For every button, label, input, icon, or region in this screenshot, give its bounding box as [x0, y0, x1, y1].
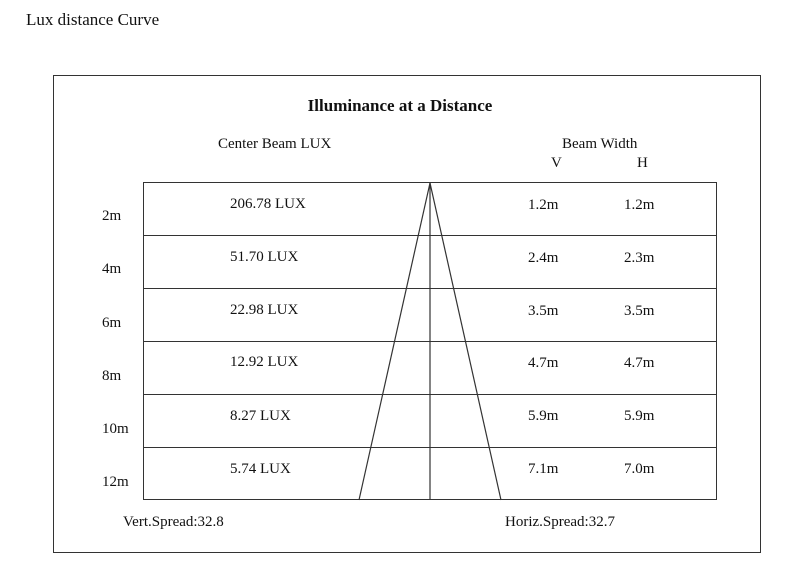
beam-width-h: 3.5m — [624, 303, 655, 319]
beam-width-v: 4.7m — [528, 355, 559, 371]
beam-width-h: 7.0m — [624, 461, 655, 477]
beam-width-heading: Beam Width — [562, 136, 638, 152]
beam-width-h: 1.2m — [624, 197, 655, 213]
lux-value: 22.98 LUX — [230, 302, 299, 318]
distance-label: 6m — [102, 315, 122, 331]
lux-value: 8.27 LUX — [230, 408, 291, 424]
vertical-column-heading: V — [551, 155, 562, 171]
distance-label: 12m — [102, 474, 129, 490]
beam-width-v: 5.9m — [528, 408, 559, 424]
horizontal-column-heading: H — [637, 155, 648, 171]
beam-width-h: 2.3m — [624, 250, 655, 266]
lux-value: 12.92 LUX — [230, 354, 299, 370]
distance-label: 2m — [102, 208, 122, 224]
row-divider — [143, 394, 717, 395]
beam-width-h: 4.7m — [624, 355, 655, 371]
distance-label: 10m — [102, 421, 129, 437]
chart-title: Illuminance at a Distance — [307, 96, 493, 115]
page-title: Lux distance Curve — [26, 10, 160, 29]
beam-width-v: 1.2m — [528, 197, 559, 213]
row-divider — [143, 288, 717, 289]
distance-label: 4m — [102, 261, 122, 277]
beam-width-v: 3.5m — [528, 303, 559, 319]
lux-value: 51.70 LUX — [230, 249, 299, 265]
center-beam-lux-heading: Center Beam LUX — [218, 136, 332, 152]
row-divider — [143, 341, 717, 342]
lux-value: 206.78 LUX — [230, 196, 306, 212]
lux-value: 5.74 LUX — [230, 461, 291, 477]
beam-width-h: 5.9m — [624, 408, 655, 424]
row-divider — [143, 235, 717, 236]
row-divider — [143, 447, 717, 448]
horizontal-spread-label: Horiz.Spread:32.7 — [505, 514, 615, 530]
vertical-spread-label: Vert.Spread:32.8 — [123, 514, 224, 530]
beam-width-v: 2.4m — [528, 250, 559, 266]
beam-width-v: 7.1m — [528, 461, 559, 477]
distance-label: 8m — [102, 368, 122, 384]
